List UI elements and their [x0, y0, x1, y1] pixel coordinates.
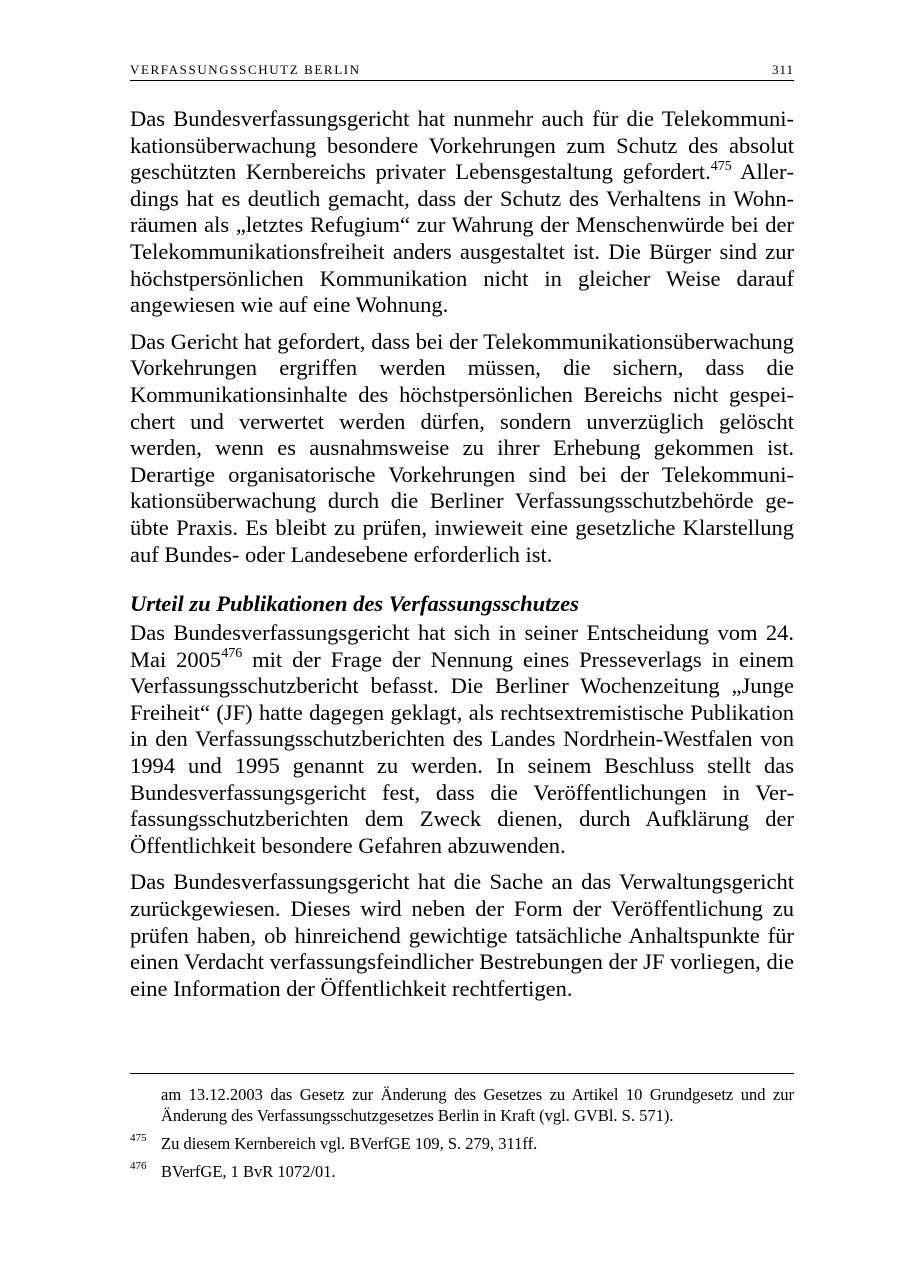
- footnote-number: 475: [130, 1132, 147, 1144]
- page-number: 311: [771, 62, 794, 77]
- footnote-number: 476: [130, 1160, 147, 1172]
- footnote-ref[interactable]: 475: [710, 158, 732, 174]
- main-text: [130, 106, 794, 1012]
- footnote: [130, 1161, 794, 1182]
- footnote-number: [130, 1082, 161, 1124]
- footnote-text: BVerfGE, 1 BvR 1072/01.: [161, 1162, 336, 1181]
- footnote: [130, 1084, 794, 1126]
- running-header: [130, 60, 794, 81]
- header-title: VERFASSUNGSSCHUTZ BERLIN: [130, 62, 361, 77]
- footnote-text: Zu diesem Kernbereich vgl. BVerfGE 109, S. 279, 311ff.: [161, 1134, 538, 1153]
- paragraph: [130, 620, 794, 859]
- paragraph: Das Bundesverfassungsgericht hat die Sache an das Verwaltungsgericht zurückgewiesen. Dieses wird neben der Form der Veröffentlichung zu prüfen haben, ob hinreichend gewichtige tatsächliche Anhaltspunkte für einen Verdacht verfassungsfeindlicher Bestrebungen der JF vorliegen, die eine Information der Öffentlichkeit rechtfertigen.: [130, 869, 794, 1001]
- footnote-text: am 13.12.2003 das Gesetz zur Änderung des Gesetzes zu Artikel 10 Grundgesetz und zur Änderung des Verfassungsschutzgesetzes Berlin in Kraft (vgl. GVBl. S. 571).: [161, 1085, 794, 1125]
- footnote: [130, 1133, 794, 1154]
- paragraph-text: Allerdings hat es deutlich gemacht, dass der Schutz des Verhaltens in Wohnräumen als „letztes Refugium“ zur Wahrung der Menschenwürde bei der Telekommunikationsfreiheit anders ausgestaltet ist. Die Bürger sind zur höchstpersönlichen Kommunikation nicht in gleicher Weise darauf angewiesen wie auf eine Wohnung.: [130, 159, 794, 318]
- paragraph: Das Gericht hat gefordert, dass bei der Telekommunikationsüberwachung Vorkehrungen ergriffen werden müssen, die sichern, dass die Kommunikationsinhalte des höchstpersönlichen Bereichs nicht gespeichert und verwertet werden dürfen, sondern unverzüglich gelöscht werden, wenn es ausnahmsweise zu ihrer Erhebung gekommen ist. Derartige organisatorische Vorkehrungen sind bei der Telekommunikationsüberwachung durch die Berliner Verfassungsschutzbehörde geübte Praxis. Es bleibt zu prüfen, inwieweit eine gesetzliche Klarstellung auf Bundes- oder Landesebene erforderlich ist.: [130, 328, 794, 567]
- section-heading: Urteil zu Publikationen des Verfassungsschutzes: [130, 591, 579, 617]
- paragraph-text: Das Bundesverfassungsgericht hat sich in seiner Entscheidung vom 24. Mai 2005: [130, 620, 794, 672]
- footnotes: [130, 1084, 794, 1189]
- footnote-ref[interactable]: 476: [221, 646, 243, 662]
- footnote-divider: [130, 1073, 794, 1074]
- paragraph: [130, 106, 794, 319]
- paragraph-text: Das Bundesverfassungsgericht hat nunmehr auch für die Telekommunikationsüberwachung besondere Vorkehrungen zum Schutz des absolut geschützten Kernbereichs privater Lebensgestaltung gefordert.: [130, 106, 794, 185]
- paragraph-text: mit der Frage der Nennung eines Presseverlags in einem Verfassungsschutzbericht befasst. Die Berliner Wochenzeitung „Junge Freiheit“ (JF) hatte dagegen geklagt, als rechtsextremistische Publikation in den Verfassungsschutzberichten des Landes Nordrhein-Westfalen von 1994 und 1995 genannt zu werden. In seinem Beschluss stellt das Bundesverfassungsgericht fest, dass die Veröffentlichungen in Verfassungsschutzberichten dem Zweck dienen, durch Aufklärung der Öffentlichkeit besondere Gefahren abzuwenden.: [130, 646, 794, 858]
